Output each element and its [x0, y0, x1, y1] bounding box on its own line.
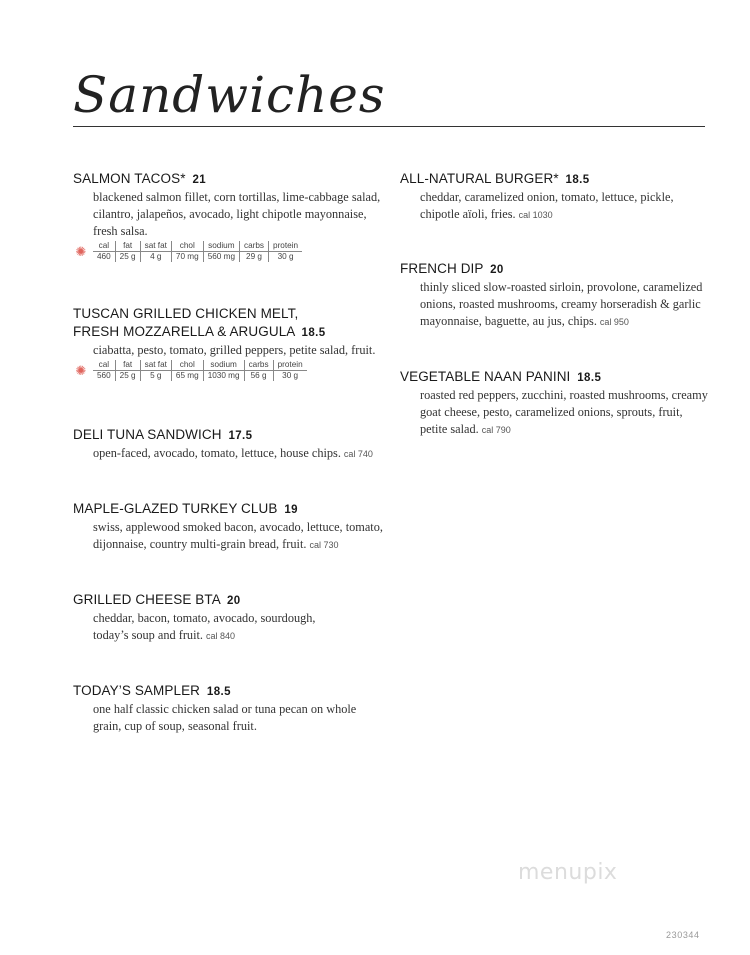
nutrition-value: 70 mg: [171, 252, 203, 263]
nutrition-value: 29 g: [240, 252, 269, 263]
item-name: FRENCH DIP: [400, 261, 484, 276]
nutrition-header: sat fat: [140, 360, 171, 371]
menu-item-todays-sampler: [73, 682, 383, 735]
item-price: 18.5: [577, 372, 602, 384]
nutrition-value: 4 g: [140, 252, 171, 263]
nutrition-value: 30 g: [273, 371, 307, 382]
item-price: 20: [226, 595, 241, 607]
nutrition-value: 460: [97, 252, 111, 261]
item-price: 18.5: [565, 174, 590, 186]
nutrition-header: cal: [93, 360, 115, 371]
nutrition-table: [75, 241, 383, 262]
page-code: 230344: [666, 930, 700, 940]
menu-item-turkey-club: [73, 500, 383, 554]
sun-icon: ✺: [75, 364, 87, 379]
nutrition-value: 560: [97, 371, 111, 380]
item-calories: cal 740: [343, 449, 373, 459]
sun-icon: ✺: [75, 245, 87, 260]
menu-item-deli-tuna: [73, 426, 383, 463]
item-description: swiss, applewood smoked bacon, avocado, lettuce, tomato, dijonnaise, country multi-grain bread, fruit.: [93, 520, 383, 551]
menu-item-vegetable-naan-panini: [400, 368, 710, 439]
nutrition-header: sodium: [203, 241, 239, 252]
item-description: thinly sliced slow-roasted sirloin, provolone, caramelized onions, roasted mushrooms, creamy horseradish & garlic mayonnaise, baguette, au jus, chips.: [420, 280, 703, 328]
item-name: ALL-NATURAL BURGER*: [400, 171, 559, 186]
nutrition-header: cal: [93, 241, 115, 252]
nutrition-header: sodium: [203, 360, 244, 371]
nutrition-header: fat: [115, 360, 140, 371]
nutrition-value: 560 mg: [203, 252, 239, 263]
item-price: 18.5: [301, 327, 326, 339]
nutrition-header: chol: [171, 360, 203, 371]
item-name: TUSCAN GRILLED CHICKEN MELT,: [73, 306, 299, 321]
menu-item-tuscan-chicken-melt: [73, 305, 383, 381]
item-price: 18.5: [206, 686, 231, 698]
nutrition-header: fat: [115, 241, 140, 252]
nutrition-value: 25 g: [115, 252, 140, 263]
nutrition-header: protein: [269, 241, 303, 252]
nutrition-value: 5 g: [140, 371, 171, 382]
menu-item-salmon-tacos: [73, 170, 383, 262]
nutrition-header: carbs: [244, 360, 273, 371]
item-name: TODAY’S SAMPLER: [73, 683, 201, 698]
item-price: 17.5: [228, 430, 253, 442]
item-description: roasted red peppers, zucchini, roasted mushrooms, creamy goat cheese, pesto, caramelized onions, sprouts, fruit, petite salad.: [420, 388, 708, 436]
watermark: menupix: [518, 860, 618, 885]
item-price: 19: [284, 504, 298, 516]
nutrition-value: 25 g: [115, 371, 140, 382]
menu-item-french-dip: [400, 260, 710, 331]
nutrition-value: 30 g: [269, 252, 303, 263]
item-name-line2: FRESH MOZZARELLA & ARUGULA: [73, 324, 295, 339]
nutrition-header: chol: [171, 241, 203, 252]
page-title: Sandwiches: [73, 66, 386, 124]
nutrition-header: protein: [273, 360, 307, 371]
item-description: cheddar, bacon, tomato, avocado, sourdough, today’s soup and fruit.: [93, 611, 316, 642]
item-price: 20: [490, 264, 504, 276]
menu-item-grilled-cheese-bta: [73, 591, 383, 645]
item-description: open-faced, avocado, tomato, lettuce, house chips.: [93, 446, 341, 460]
item-description: one half classic chicken salad or tuna pecan on whole grain, cup of soup, seasonal fruit.: [93, 702, 357, 733]
title-divider: [73, 126, 705, 127]
item-name: VEGETABLE NAAN PANINI: [400, 369, 571, 384]
item-calories: cal 840: [205, 631, 236, 641]
item-price: 21: [192, 174, 207, 186]
item-name: MAPLE-GLAZED TURKEY CLUB: [73, 501, 278, 516]
nutrition-value: 1030 mg: [203, 371, 244, 382]
item-calories: cal 950: [599, 317, 629, 327]
item-description: blackened salmon fillet, corn tortillas, lime-cabbage salad, cilantro, jalapeños, avocado, light chipotle mayonnaise, fresh salsa.: [93, 190, 381, 238]
item-description: ciabatta, pesto, tomato, grilled peppers, petite salad, fruit.: [93, 343, 376, 357]
item-name: GRILLED CHEESE BTA: [73, 592, 221, 607]
item-description: cheddar, caramelized onion, tomato, lettuce, pickle, chipotle aïoli, fries.: [420, 190, 674, 221]
nutrition-header: carbs: [240, 241, 269, 252]
nutrition-value: 65 mg: [171, 371, 203, 382]
item-name: SALMON TACOS*: [73, 171, 186, 186]
menu-item-all-natural-burger: [400, 170, 710, 224]
nutrition-header: sat fat: [140, 241, 171, 252]
item-calories: cal 1030: [518, 210, 553, 220]
item-name: DELI TUNA SANDWICH: [73, 427, 222, 442]
nutrition-value: 56 g: [244, 371, 273, 382]
item-calories: cal 790: [481, 425, 511, 435]
item-calories: cal 730: [309, 540, 339, 550]
nutrition-table: [75, 360, 383, 381]
